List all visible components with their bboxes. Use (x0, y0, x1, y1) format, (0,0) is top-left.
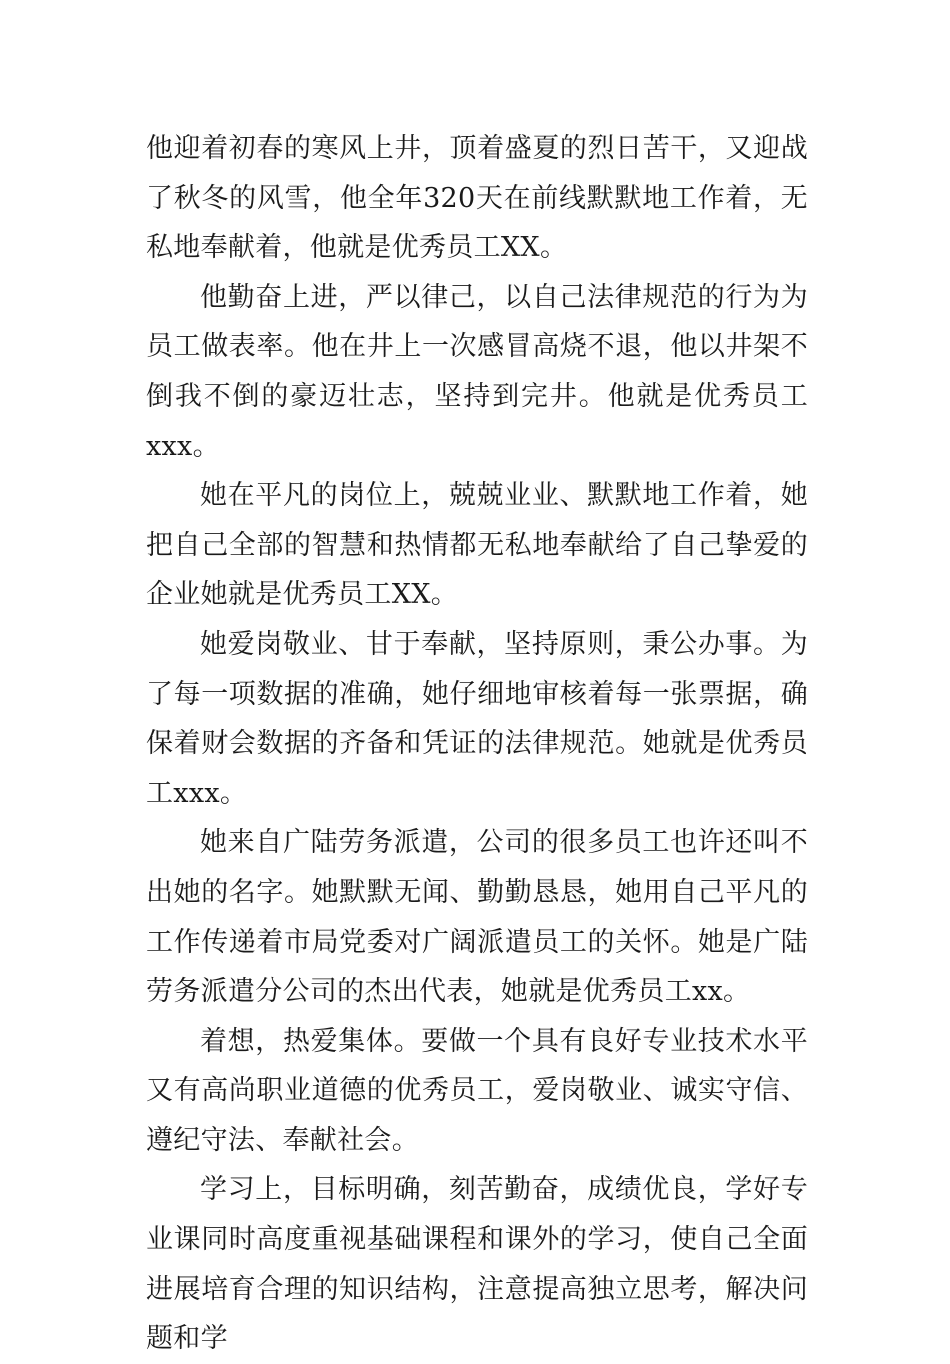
paragraph-2: 他勤奋上进，严以律己，以自己法律规范的行为为员工做表率。他在井上一次感冒高烧不退，他以井架不倒我不倒的豪迈壮志，坚持到完井。他就是优秀员工xxx。 (146, 281, 808, 462)
document-body (146, 124, 808, 1364)
paragraph-7: 学习上，目标明确，刻苦勤奋，成绩优良，学好专业课同时高度重视基础课程和课外的学习，使自己全面进展培育合理的知识结构，注意提高独立思考，解决问题和学 (146, 1174, 808, 1355)
paragraph-1: 他迎着初春的寒风上井，顶着盛夏的烈日苦干，又迎战了秋冬的风雪，他全年320天在前线默默地工作着，无私地奉献着，他就是优秀员工XX。 (146, 133, 808, 264)
paragraph-5: 她来自广陆劳务派遣，公司的很多员工也许还叫不出她的名字。她默默无闻、勤勤恳恳，她用自己平凡的工作传递着市局党委对广阔派遣员工的关怀。她是广陆劳务派遣分公司的杰出代表，她就是优秀员工xx。 (146, 827, 808, 1008)
paragraph-6: 着想，热爱集体。要做一个具有良好专业技术水平又有高尚职业道德的优秀员工，爱岗敬业、诚实守信、遵纪守法、奉献社会。 (146, 1025, 808, 1156)
paragraph-4: 她爱岗敬业、甘于奉献，坚持原则，秉公办事。为了每一项数据的准确，她仔细地审核着每一张票据，确保着财会数据的齐备和凭证的法律规范。她就是优秀员工xxx。 (146, 628, 808, 809)
paragraph-3: 她在平凡的岗位上，兢兢业业、默默地工作着，她把自己全部的智慧和热情都无私地奉献给了自己挚爱的企业她就是优秀员工XX。 (146, 480, 808, 611)
